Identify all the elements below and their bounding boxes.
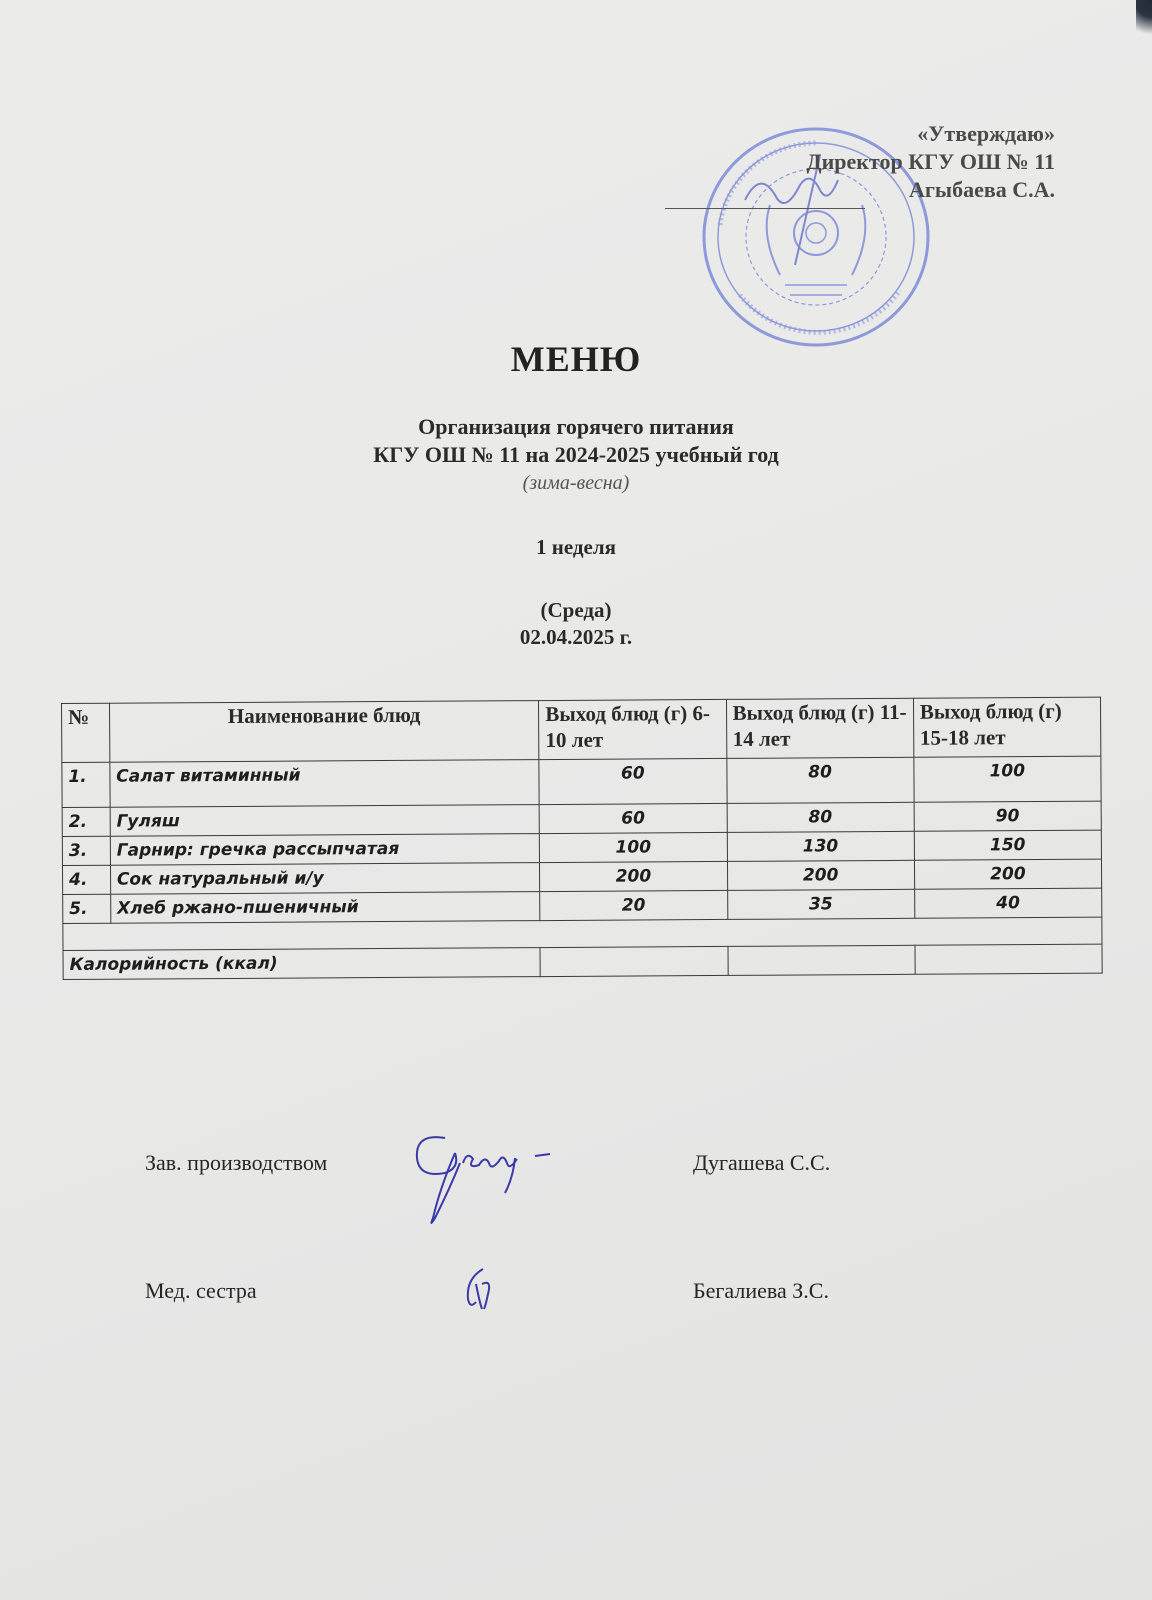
row-number: 3. [62, 836, 110, 865]
column-header-6-10: Выход блюд (г) 6-10 лет [539, 699, 727, 759]
row-number: 4. [62, 865, 110, 894]
portion-11-14: 200 [727, 860, 914, 890]
portion-15-18: 40 [914, 888, 1101, 918]
portion-6-10: 60 [539, 803, 726, 833]
table-row [62, 756, 1101, 807]
signature-role: Зав. производством [145, 1150, 328, 1175]
signature-role: Мед. сестра [145, 1278, 257, 1303]
row-number: 5. [63, 894, 111, 923]
portion-15-18: 100 [914, 756, 1102, 802]
portion-15-18: 200 [914, 859, 1101, 889]
column-header-number: № [62, 703, 110, 762]
row-number: 2. [62, 807, 110, 836]
dish-name: Сок натуральный и/у [110, 863, 540, 895]
handwritten-signature-icon [405, 1118, 585, 1228]
calories-15-18 [915, 944, 1102, 974]
subtitle-line2: КГУ ОШ № 11 на 2024-2025 учебный год [373, 442, 779, 467]
column-header-15-18: Выход блюд (г) 15-18 лет [913, 697, 1101, 757]
portion-6-10: 100 [540, 832, 727, 862]
calories-11-14 [727, 945, 914, 975]
column-header-11-14: Выход блюд (г) 11-14 лет [726, 698, 914, 758]
approval-heading: «Утверждаю» [917, 121, 1055, 146]
table-header-row [62, 697, 1101, 762]
approval-block [695, 120, 1055, 204]
dish-name: Хлеб ржано-пшеничный [110, 892, 540, 924]
portion-11-14: 35 [727, 889, 914, 919]
week-label: 1 неделя [536, 535, 616, 559]
portion-11-14: 80 [726, 757, 914, 803]
weekday-label: (Среда) [540, 598, 612, 622]
portion-6-10: 60 [539, 758, 727, 804]
portion-11-14: 80 [727, 802, 914, 832]
signature-name: Бегалиева З.С. [693, 1278, 829, 1303]
season-label: (зима-весна) [522, 472, 630, 494]
dish-name: Гуляш [110, 805, 540, 837]
portion-15-18: 150 [914, 830, 1101, 860]
signature-name: Дугашева С.С. [693, 1150, 831, 1175]
portion-6-10: 200 [540, 861, 727, 891]
portion-6-10: 20 [540, 890, 727, 920]
subtitle-line1: Организация горячего питания [418, 414, 734, 439]
page-title: МЕНЮ [510, 339, 642, 379]
approval-signatory: Агыбаева С.А. [909, 177, 1055, 202]
handwritten-initials-icon [458, 1264, 508, 1314]
portion-11-14: 130 [727, 831, 914, 861]
approval-signature-line [665, 208, 865, 209]
portion-15-18: 90 [914, 801, 1101, 831]
menu-table [61, 697, 1103, 980]
photo-edge-shadow [1136, 0, 1152, 40]
calories-row [63, 944, 1102, 979]
calories-6-10 [540, 946, 727, 976]
row-number: 1. [62, 762, 110, 807]
date-label: 02.04.2025 г. [519, 625, 633, 649]
dish-name: Салат витаминный [110, 760, 540, 808]
column-header-dish: Наименование блюд [109, 701, 539, 763]
calories-label: Калорийность (ккал) [63, 948, 540, 980]
dish-name: Гарнир: гречка рассыпчатая [110, 834, 540, 866]
approval-position: Директор КГУ ОШ № 11 [806, 149, 1055, 174]
